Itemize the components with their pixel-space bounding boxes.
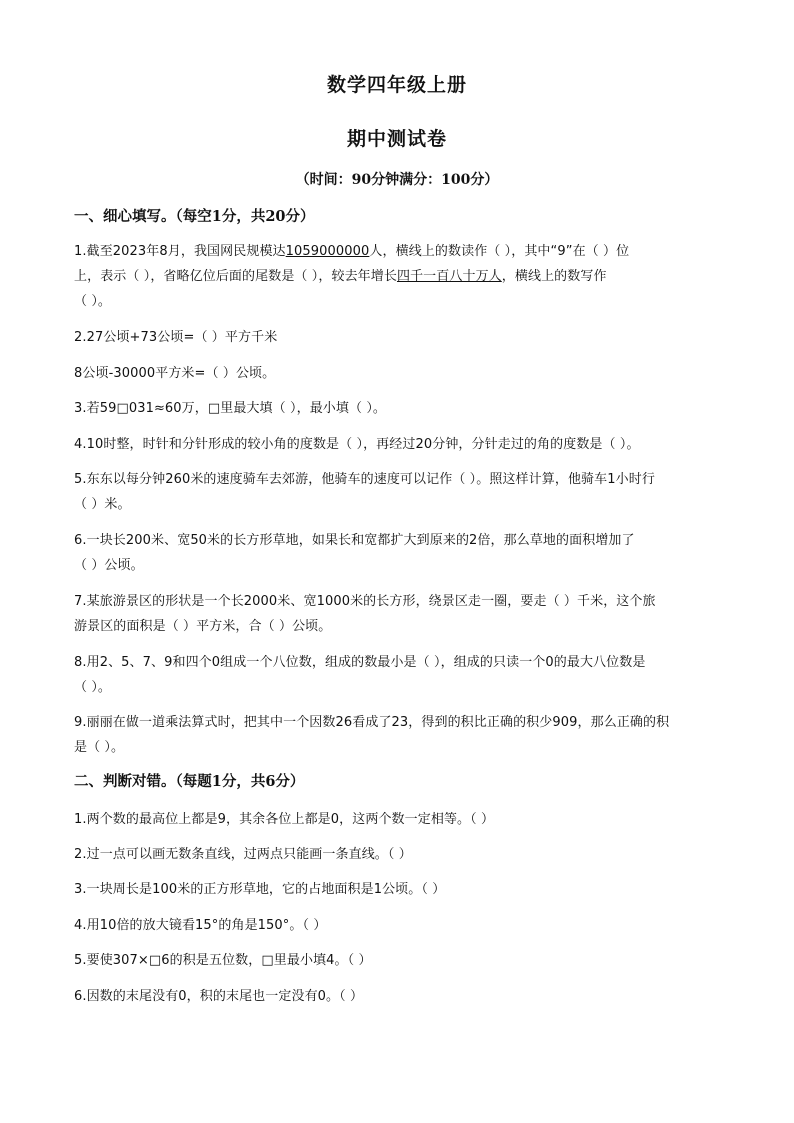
question-8-line-1: 8.用2、5、7、9和四个0组成一个八位数，组成的数最小是（ ），组成的只读一个0的最大八位数是 bbox=[74, 655, 646, 670]
page-title: 数学四年级上册 bbox=[326, 74, 467, 96]
q1-underlined-number: 1059000000 bbox=[285, 244, 370, 259]
judge-item-3: 3.一块周长是100米的正方形草地，它的占地面积是1公顷。（ ） bbox=[74, 882, 446, 897]
time-info: （时间：90分钟满分：100分） bbox=[295, 172, 499, 188]
question-1-line-3: （ ）。 bbox=[74, 294, 112, 309]
judge-item-2: 2.过一点可以画无数条直线，过两点只能画一条直线。（ ） bbox=[74, 847, 412, 862]
judge-item-6: 6.因数的末尾没有0，积的末尾也一定没有0。（ ） bbox=[74, 989, 364, 1004]
judge-item-4: 4.用10倍的放大镜看15°的角是150°。（ ） bbox=[74, 918, 327, 933]
question-5-line-1: 5.东东以每分钟260米的速度骑车去郊游，他骑车的速度可以记作（ ）。照这样计算，他骑车1小时行 bbox=[74, 472, 655, 487]
question-6-line-2: （ ）公顷。 bbox=[74, 558, 144, 573]
question-5-line-2: （ ）米。 bbox=[74, 497, 131, 512]
question-8-line-2: （ ）。 bbox=[74, 680, 112, 695]
question-2a: 2.27公顷+73公顷=（ ）平方千米 bbox=[74, 330, 278, 345]
section-2-heading: 二、判断对错。（每题1分，共6分） bbox=[74, 773, 305, 790]
q1-text-b: 人，横线上的数读作（ ），其中“9”在（ ）位 bbox=[369, 244, 630, 259]
q1-text-d: ，横线上的数写作 bbox=[501, 269, 607, 284]
question-7-line-1: 7.某旅游景区的形状是一个长2000米、宽1000米的长方形，绕景区走一圈，要走（ ）千米，这个旅 bbox=[74, 594, 656, 609]
question-6-line-1: 6.一块长200米、宽50米的长方形草地，如果长和宽都扩大到原来的2倍，那么草地的面积增加了 bbox=[74, 533, 635, 548]
judge-item-5: 5.要使307×□6的积是五位数，□里最小填4。（ ） bbox=[74, 953, 372, 968]
question-2b: 8公顷-30000平方米=（ ）公顷。 bbox=[74, 366, 276, 381]
question-3: 3.若59□031≈60万，□里最大填（ ），最小填（ ）。 bbox=[74, 401, 387, 416]
section-1-heading: 一、细心填写。（每空1分，共20分） bbox=[74, 208, 315, 225]
q1-text-a: 1.截至2023年8月，我国网民规模达 bbox=[74, 244, 286, 259]
question-9-line-1: 9.丽丽在做一道乘法算式时，把其中一个因数26看成了23，得到的积比正确的积少909，那么正确的积 bbox=[74, 715, 670, 730]
judge-item-1: 1.两个数的最高位上都是9，其余各位上都是0，这两个数一定相等。（ ） bbox=[74, 812, 495, 827]
question-7-line-2: 游景区的面积是（ ）平方米，合（ ）公顷。 bbox=[74, 619, 332, 634]
question-1-line-1 bbox=[74, 240, 724, 259]
question-9-line-2: 是（ ）。 bbox=[74, 740, 125, 755]
q1-text-c: 上，表示（ ），省略亿位后面的尾数是（ ），较去年增长 bbox=[74, 269, 397, 284]
page-subtitle: 期中测试卷 bbox=[346, 128, 447, 150]
question-4: 4.10时整，时针和分针形成的较小角的度数是（ ），再经过20分钟，分针走过的角的度数是（ ）。 bbox=[74, 437, 640, 452]
q1-underlined-words: 四千一百八十万人 bbox=[396, 269, 502, 284]
question-1-line-2 bbox=[74, 265, 724, 284]
